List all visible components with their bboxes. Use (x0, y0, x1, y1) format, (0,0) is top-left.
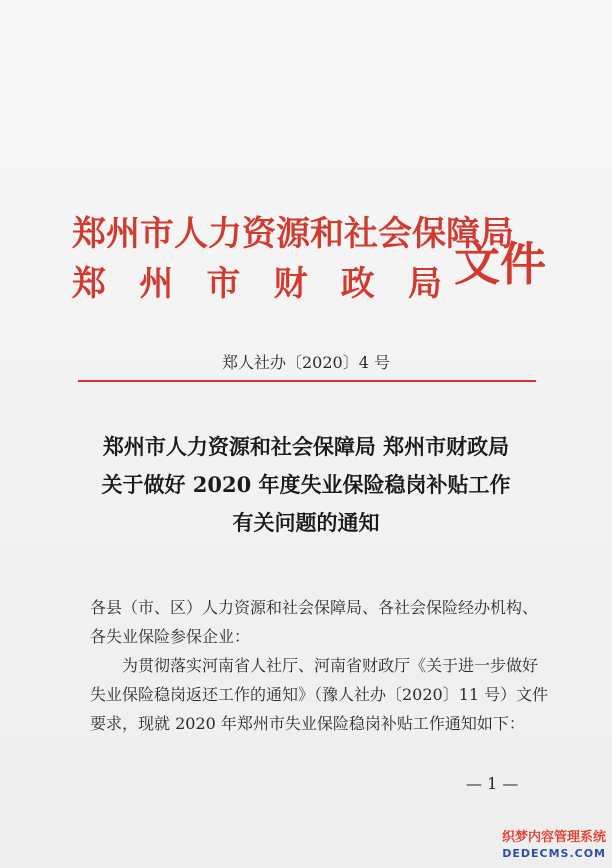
org2-char: 局 (407, 264, 442, 304)
org2-char: 财 (273, 264, 308, 304)
org2-char: 市 (206, 264, 241, 304)
title-line-3: 有关问题的通知 (232, 510, 380, 535)
title-line-1: 郑州市人力资源和社会保障局 郑州市财政局 (102, 434, 510, 459)
document-title (0, 428, 612, 542)
body-line: 各县（市、区）人力资源和社会保障局、各社会保险经办机构、 (90, 598, 539, 617)
watermark-en: DEDECMS.COM (502, 847, 606, 860)
org2-char: 州 (139, 264, 174, 304)
document-number: 郑人社办〔2020〕4 号 (222, 353, 390, 372)
page-number: — 1 — (466, 774, 519, 793)
body-line: 失业保险稳岗返还工作的通知》（豫人社办〔2020〕11 号）文件 (90, 685, 549, 704)
body-line: 要求，现就 2020 年郑州市失业保险稳岗补贴工作通知如下： (90, 714, 525, 733)
red-divider-line (78, 380, 536, 382)
watermark-cn: 织梦内容管理系统 (501, 830, 606, 845)
site-watermark (502, 830, 606, 862)
org2-char: 政 (340, 264, 375, 304)
issuing-org-line-2 (72, 256, 442, 305)
body-line: 为贯彻落实河南省人社厅、河南省财政厅《关于进一步做好 (122, 656, 539, 675)
body-line: 各失业保险参保企业： (90, 627, 251, 646)
issuing-org-line-1: 郑州市人力资源和社会保障局 (72, 214, 514, 254)
document-type-label: 文件 (454, 237, 546, 291)
document-header (72, 190, 546, 304)
title-line-2: 关于做好 2020 年度失业保险稳岗补贴工作 (101, 472, 511, 497)
org2-char: 郑 (72, 264, 106, 304)
document-body (90, 593, 560, 738)
